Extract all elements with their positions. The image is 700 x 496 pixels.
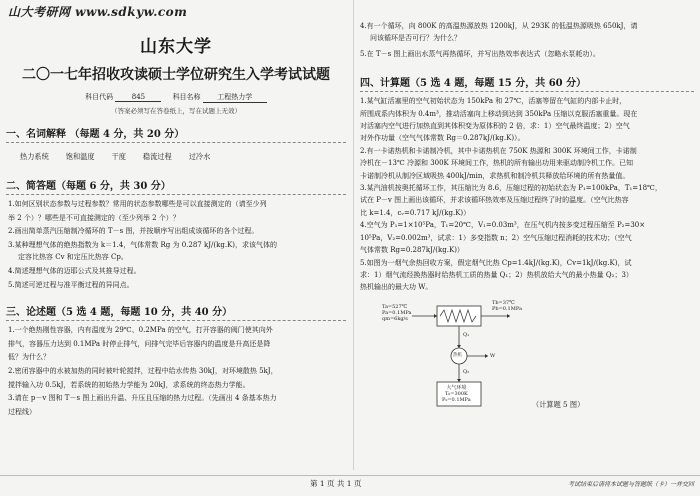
question-text: 4.简述理想气体的迈耶公式及其推导过程。 bbox=[8, 266, 141, 275]
question-text: 搅拌输入功 0.5kJ，若系统的初始热力学能为 20kJ，求系统的终态热力学能。 bbox=[8, 380, 250, 389]
inlet-state bbox=[382, 304, 412, 322]
right-column bbox=[360, 20, 694, 414]
question-text: 3.某汽油机按奥托循环工作，其压缩比为 8.6，压缩过程的初始状态为 P₁=100kPa，T₁=18℃， bbox=[360, 184, 662, 193]
question-text: 比 k=1.4，cᵥ=0.717 kJ/(kg.K)） bbox=[360, 208, 471, 217]
left-column bbox=[6, 22, 346, 418]
question-text: 气体常数 Rg=0.287kJ/(kg.K)） bbox=[360, 246, 464, 255]
question-text: 5.简述可逆过程与准平衡过程的异同点。 bbox=[8, 280, 134, 289]
atmosphere-pressure: P₀=0.1MPa bbox=[442, 396, 471, 403]
subject-code: 845 bbox=[115, 93, 161, 102]
question-text: 10⁵Pa，V₂=0.002m³，试求：1）多变指数 n；2）空气压缩过程消耗的技术功；（空气 bbox=[360, 233, 632, 242]
question-text: 热机输出的最大功 W。 bbox=[360, 283, 433, 292]
subject-info bbox=[6, 92, 346, 103]
atmosphere-title: 大气环境 bbox=[446, 384, 467, 391]
question-text: 3.请在 p－v 图和 T－s 图上画出升温、升压且压缩的热力过程。（先画出 4 条基本热力 bbox=[8, 394, 277, 403]
section-divider bbox=[360, 91, 694, 92]
question-text: 求：1）烟气流经换热器时给热机工质的热量 Q₁；2）热机放给大气的最小热量 Q₂；3） bbox=[360, 270, 633, 279]
term-item: 饱和温度 bbox=[65, 152, 95, 161]
watermark: 山大考研网 www.sdkyw.com bbox=[8, 5, 188, 19]
heat-recovery-figure bbox=[382, 296, 585, 414]
question-text: 对活塞内空气进行加热直到其体积变为原体积的 2 倍，求：1）空气最终温度；2）空气 bbox=[360, 122, 630, 131]
question-text: 卡诺制冷机从制冷区域吸热 400kJ/min，求热机和制冷机共释放给环境的所有热量值。 bbox=[360, 171, 630, 180]
question-text: 举 2 个）？哪些是不可直接测定的（至少列举 2 个）？ bbox=[8, 213, 180, 222]
question-text: 2.密闭容器中的水被加热的同时被叶轮搅拌，过程中给水传热 30kJ，对环境散热 5kJ， bbox=[8, 366, 278, 375]
question-text: 试在 P－v 图上画出该循环，并求该循环热效率及压缩过程终了时的温度。（空气比热容 bbox=[360, 196, 629, 205]
question-text: 5.在 T－s 图上画出水蒸气再热循环，并写出热效率表达式（忽略水泵耗功）。 bbox=[360, 49, 600, 58]
question-text: 1.如何区别状态参数与过程参数？常用的状态参数哪些是可以直接测定的（请至少列 bbox=[8, 200, 267, 208]
exam-title: 二〇一七年招收攻读硕士学位研究生入学考试试题 bbox=[22, 67, 330, 83]
subject-name-label: 科目名称 bbox=[172, 93, 201, 101]
question-text: 2.有一卡诺热机和卡诺制冷机，其中卡诺热机在 750K 热源和 300K 环境间工作，卡诺制 bbox=[360, 146, 637, 155]
short-answer-questions bbox=[6, 198, 346, 291]
atmosphere-temp: T₀=300K bbox=[444, 390, 468, 397]
engine-label: 热机 bbox=[453, 352, 462, 358]
inlet-temp: Ta=527℃ bbox=[382, 303, 408, 310]
section-title-definitions: 一、名词解释 （每题 4 分，共 20 分） bbox=[6, 129, 185, 140]
term-item: 稳流过程 bbox=[142, 152, 172, 161]
term-item: 热力系统 bbox=[20, 152, 49, 161]
question-text: 定容比热容 Cv 和定压比热容 Cp。 bbox=[18, 253, 128, 262]
outlet-temp: Tb=37℃ bbox=[492, 299, 515, 306]
question-text: 问该循环是否可行？为什么？ bbox=[370, 34, 461, 43]
question-text: 2.画出简单蒸汽压缩制冷循环的 T－s 图，并按顺序写出组成该循环的各个过程。 bbox=[8, 227, 259, 236]
section-divider bbox=[6, 320, 346, 321]
q1-label: Q₁ bbox=[463, 331, 470, 338]
outlet-state bbox=[492, 300, 522, 312]
section-title-essay: 三、论述题（5 选 4 题，每题 10 分，共 40 分） bbox=[6, 307, 233, 319]
term-item: 过冷水 bbox=[188, 152, 211, 161]
figure-caption: （计算题 5 图） bbox=[532, 399, 585, 409]
question-text: 5.如图为一烟气余热回收方案，假定烟气比热 Cp=1.4kJ/(kg.K)，Cv=1kJ/(kg.K)，试 bbox=[360, 258, 632, 267]
term-item: 干度 bbox=[111, 152, 126, 161]
question-text: 低？为什么？ bbox=[8, 353, 50, 362]
question-text: 3.某种理想气体的绝热指数为 k＝1.4，气体常数 Rg 为 0.287 kJ/(kg.K)，求该气体的 bbox=[8, 240, 278, 249]
q2-label: Q₂ bbox=[463, 368, 470, 375]
inlet-flow: qm=6kg/s bbox=[382, 315, 408, 322]
calculation-questions bbox=[360, 95, 694, 294]
answer-note: （答案必须写在答卷纸上，写在试题上无效） bbox=[111, 107, 241, 115]
question-text: 过程线） bbox=[8, 407, 36, 416]
subject-code-label: 科目代码 bbox=[85, 93, 114, 101]
question-text: 对外作功量（空气气体常数 Rg＝0.287kJ/(kg.K)）。 bbox=[360, 134, 525, 143]
question-text: 1.一个绝热刚性容器，内有温度为 29℃、0.2MPa 的空气，打开容器的阀门使其向外 bbox=[8, 326, 273, 335]
inlet-pressure: Pa=0.1MPa bbox=[382, 309, 412, 316]
question-text: 冷机在－13℃ 冷源和 300K 环境间工作，热机的所有输出功用来驱动制冷机工作。已知 bbox=[360, 159, 634, 168]
outlet-pressure: Pb=0.1MPa bbox=[492, 305, 522, 312]
page-footer bbox=[0, 475, 700, 496]
section-divider bbox=[6, 194, 346, 195]
atmosphere-label bbox=[442, 385, 471, 403]
section-title-calculation: 四、计算题（5 选 4 题，每题 15 分，共 60 分） bbox=[360, 78, 587, 90]
page-number: 第 1 页 共 1 页 bbox=[310, 479, 362, 488]
footer-note: 考试结束后请将本试题与答题纸（卡）一并交回 bbox=[567, 481, 694, 488]
page-fold-line bbox=[353, 0, 354, 470]
question-text: 1.某气缸活塞里的空气初始状态为 150kPa 和 27℃，活塞等留在气缸的内部卡止时， bbox=[360, 97, 627, 106]
essay-questions bbox=[6, 324, 346, 418]
question-text: 排气，容器压力达到 0.1MPa 时停止排气，问排气完毕后容器内的温度是升高还是降 bbox=[8, 339, 271, 348]
section-divider bbox=[6, 142, 346, 143]
section-title-short-answer: 二、简答题（每题 6 分，共 30 分） bbox=[6, 181, 171, 192]
term-list bbox=[6, 152, 346, 162]
university-name: 山东大学 bbox=[140, 37, 212, 57]
question-text: 4.有一个循环，向 800K 的高温热源放热 1200kJ，从 293K 的低温热源吸热 650kJ，请 bbox=[360, 22, 638, 30]
subject-name: 工程热力学 bbox=[203, 92, 267, 103]
question-text: 4.空气为 P₁=1×10⁵Pa，T₁=20℃，V₁=0.03m³，在压气机内按多变过程压缩至 P₂=30× bbox=[360, 221, 646, 230]
work-label: W bbox=[490, 352, 496, 359]
question-text: 所围成系内体积为 0.4m³，推动活塞向上移动到达到 350kPa 压缩以克服活塞重量。现在 bbox=[360, 109, 638, 118]
